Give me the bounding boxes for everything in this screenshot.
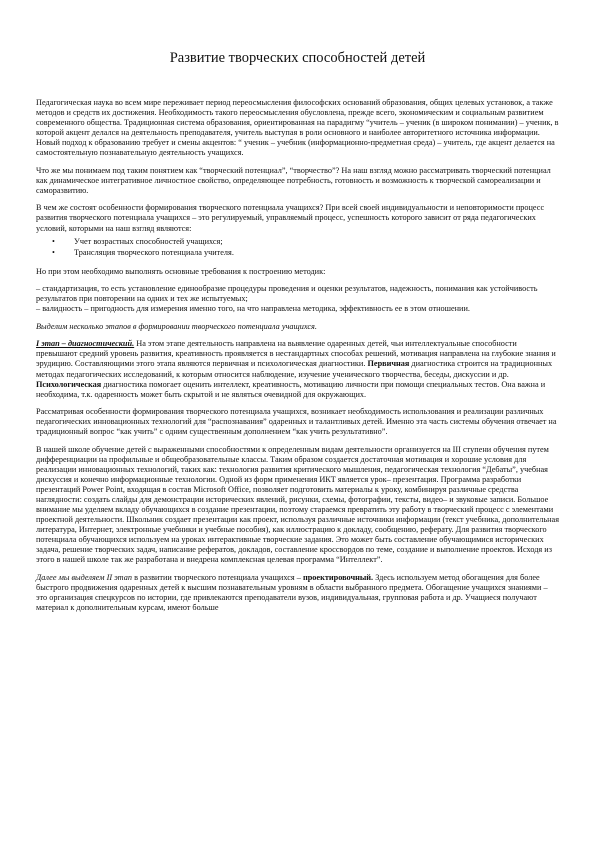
paragraph-stage-two: Далее мы выделяем II этап в развитии творческого потенциала учащихся – проектировочный. Здесь используем метод обогащения для более быстрого продвижения одаренных детей к высшим познавательным уровням в области выбранного предмета. Обогащение учащихся знаниями – это организация спецкурсов по истории, где привлекаются преподаватели вузов, индивидуальная, групповая работа и др. Учащиеся получают материал к дополнительным курсам, имеют больше (36, 572, 548, 613)
stages-intro: Выделим несколько этапов в формировании творческого потенциала учащихся. (36, 321, 317, 331)
stage-one-label: I этап – диагностический. (36, 339, 135, 349)
bullet-icon: • (52, 247, 55, 257)
requirement-validity: – валидность – пригодность для измерения именно того, на что направлена методика, эффективность ее в этом отношении. (36, 304, 470, 314)
list-item: • Учет возрастных способностей учащихся; (52, 236, 223, 246)
primary-diagnostics-term: Первичная (367, 359, 410, 369)
document-body (36, 98, 559, 621)
paragraph-stage-one: I этап – диагностический. На этом этапе деятельность направлена на выявление одаренных детей, чьи интеллектуальные способности превышают средний уровень развития, креативность проявляется в нестандартных способах решений, мотивация направлена на глубокие знания и эрудицию. Составляющими этого этапа являются первичная и психологическая диагностики. Первичная диагностика строится на традиционных методах педагогических исследований, к которым относится наблюдение, изучение ученического творчества, беседы, дискуссии и др. Психологическая диагностика помогает оценить интеллект, креативность, мотивацию личности при помощи специальных тестов. Она важна и необходима, т.к. одаренность может быть скрытой и не являться очевидной для окружающих. (36, 339, 556, 399)
document-title: Развитие творческих способностей детей (169, 50, 426, 66)
paragraph-intro: Педагогическая наука во всем мире переживает период переосмысления философских оснований образования, общих целевых установок, а также методов и средств их достижения. Необходимость такого переосмысления обусловлена, прежде всего, экономическим и социальным развитием современного общества. Традиционная система образования, ориентированная на парадигму “учитель – ученик (в широком понимании) – ученик, в которой акцент делался на деятельность преподавателя, учитель выступая в роли основного и наиболее авторитетного источника информации. Новый подход к образованию требует и смены акцентов: “ ученик – учебник (информационно-предметная среда) – учитель, где акцент делается на самостоятельную познавательную деятельность учащихся. (36, 98, 559, 158)
list-item: • Трансляция творческого потенциала учителя. (52, 247, 234, 257)
paragraph-features: В чем же состоят особенности формирования творческого потенциала учащихся? При всей своей индивидуальности и неповторимости процесс развития творческого потенциала учащихся – это регулируемый, управляемый процесс, успешность которого зависит от ряда педагогических условий, которыми на наш взгляд являются: (36, 203, 545, 233)
paragraph-school-practice: В нашей школе обучение детей с выраженными способностями к определенным видам деятельности организуется на III ступени обучения путем дифференциации на профильные и общеобразовательные классы. Таким образом создается достаточная мотивация и хорошие условия для реализации инновационных технологий, таких как: технология развития критического мышления, педагогическая технология “Дебаты”, учебная дискуссия и конечно информационные технологии. Одной из форм применения ИКТ является урок– презентация. Программа разработки презентаций Power Point, входящая в состав Microsoft Office, позволяет подготовить материалы к уроку, комбинируя различные средства наглядности: создать слайды для демонстрации исторических явлений, рисунки, схемы, фотографии, тексты, видео– и звуковые записи. Большое внимание мы уделяем вкладу обучающихся в создание презентации, поэтому стараемся превратить эту работу в творческий процесс с элементами проектной деятельности. Школьник создает презентации как проект, используя различные источники информации (текст учебника, дополнительная литература, Интернет, электронные учебники и учебные пособия), как иллюстрацию к докладу, сообщению, реферату. Для развития творческого потенциала обучающихся используем на уроках интерактивные творческие задания. Это может быть составление обучающимися исторических задача, решение творческих задач, написание рефератов, докладов, составление кроссвордов по теме, создание и выполнение проектов. Исходя из этого в нашей школе так же разработана и внедрена комплексная целевая программа “Интеллект”. (36, 444, 560, 565)
paragraph-requirements: Но при этом необходимо выполнять основные требования к построению методик: (36, 266, 326, 276)
requirement-standardization: – стандартизация, то есть установление единообразие процедуры проведения и оценки результатов, надежность, понимания как устойчивость результатов при повторении на одних и тех же испытуемых; (36, 284, 538, 304)
psychological-diagnostics-term: Психологическая (36, 379, 102, 389)
stage-two-label: проектировочный. (302, 572, 374, 582)
paragraph-creative-potential: Что же мы понимаем под таким понятием как “творческий потенциал”, “творчество”? На наш взгляд можно рассматривать творческий потенциал как динамическое интегративное личностное свойство, определяющее потребность, готовность и возможность к творческой самореализации и саморазвитию. (36, 165, 551, 195)
paragraph-technologies: Рассматривая особенности формирования творческого потенциала учащихся, возникает необходимость использования и реализации различных педагогических инновационных технологий для “распознавания” одаренных и талантливых детей. Именно эта часть системы обучения отвечает на традиционный вопрос “как учить” с одним существенным дополнением “как учить результативно”. (36, 407, 557, 437)
conditions-list (36, 237, 559, 258)
bullet-icon: • (52, 236, 55, 246)
stage-two-intro: Далее мы выделяем II этап (36, 572, 132, 582)
